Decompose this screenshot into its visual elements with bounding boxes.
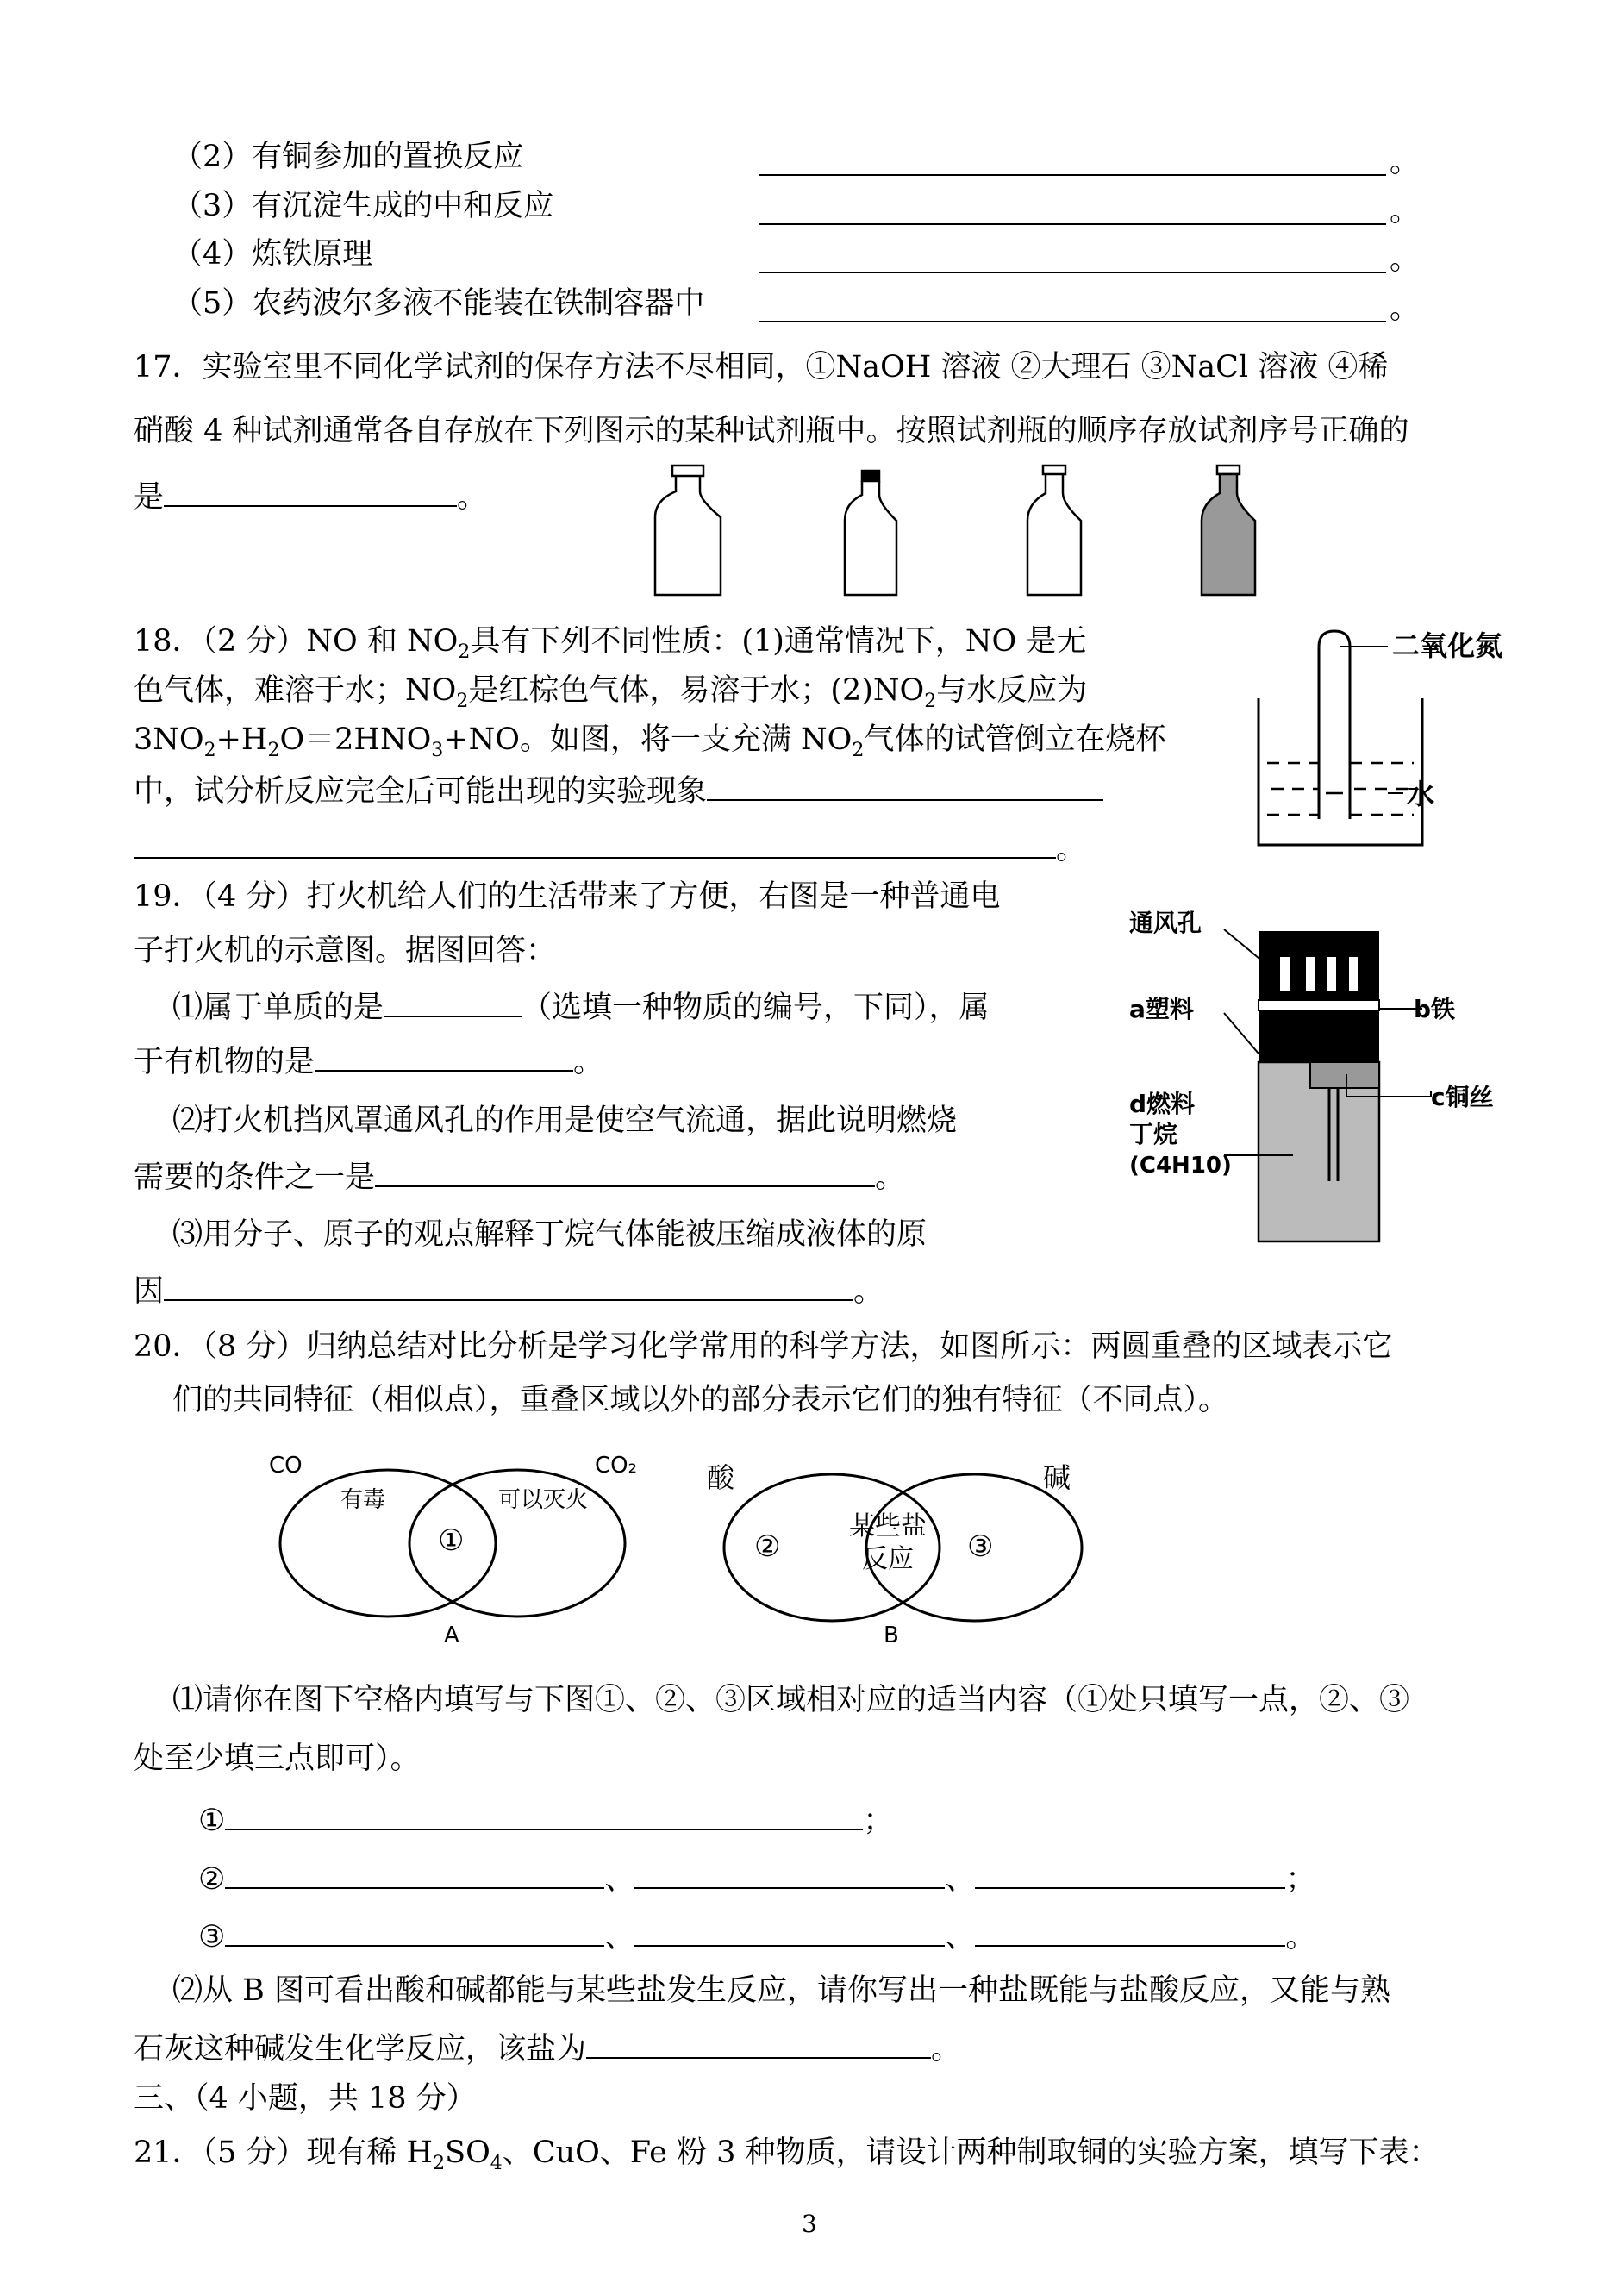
no2-test-tube-figure bbox=[1250, 621, 1526, 854]
q20-answer-blank-2b[interactable] bbox=[634, 1858, 945, 1889]
venn-b-mid-line1: 某些盐 bbox=[849, 1511, 927, 1541]
q20-answer-row-2: ② 、 、 ； bbox=[198, 1858, 1315, 1898]
venn-a-caption: A bbox=[444, 1623, 459, 1647]
q16-end-5: 。 bbox=[1390, 291, 1421, 326]
q20-answer-blank-salt[interactable] bbox=[586, 2028, 931, 2059]
q20-answer-blank-3a[interactable] bbox=[225, 1916, 604, 1947]
q20-sub2-line2: 石灰这种碱发生化学反应，该盐为 。 bbox=[134, 2028, 961, 2068]
q16-answer-blank-3[interactable] bbox=[759, 194, 1386, 225]
fig-label-butane: 丁烷 bbox=[1129, 1120, 1178, 1148]
q16-item-3: （3）有沉淀生成的中和反应 bbox=[172, 189, 554, 223]
q17-answer-blank[interactable] bbox=[164, 476, 457, 507]
q18-line3: $3NO_2+H_2O=2HNO_3+NO$。如图，将一支充满 $NO_2$气体的试管倒立在烧杯 bbox=[134, 722, 1166, 761]
section-3-heading: 三、（4 小题，共 18 分） bbox=[134, 2081, 477, 2116]
venn-diagram-b bbox=[698, 1457, 1112, 1647]
venn-b-caption: B bbox=[884, 1623, 899, 1647]
q19-line7: ⑶用分子、原子的观点解释丁烷气体能被压缩成液体的原 bbox=[172, 1217, 928, 1252]
q20-answer-blank-3c[interactable] bbox=[975, 1916, 1285, 1947]
q18-line4: 中，试分析反应完全后可能出现的实验现象 bbox=[134, 770, 1103, 810]
q20-sub2-line1: ⑵从 B 图可看出酸和碱都能与某些盐发生反应，请你写出一种盐既能与盐酸反应，又能与熟 bbox=[172, 1973, 1390, 2008]
q19-line3: ⑴属于单质的是 （选填一种物质的编号，下同），属 bbox=[172, 986, 990, 1027]
q19-line2: 子打火机的示意图。据图回答： bbox=[134, 934, 557, 968]
fig-label-formula: (C4H10) bbox=[1129, 1153, 1232, 1179]
q18-line2: 色气体，难溶于水；$NO_2$是红棕色气体，易溶于水；$(2)NO_2$与水反应为 bbox=[134, 673, 1088, 712]
q16-item-4: （4）炼铁原理 bbox=[172, 237, 373, 272]
bottle-wide-mouth bbox=[655, 466, 721, 595]
q19-answer-blank-2[interactable] bbox=[315, 1041, 573, 1072]
q17-line3: 是 。 bbox=[134, 476, 487, 516]
venn-a-left-label: CO bbox=[269, 1453, 303, 1479]
fig-label-water: 水 bbox=[1407, 778, 1435, 810]
q19-line6: 需要的条件之一是 。 bbox=[134, 1156, 905, 1197]
venn-a-right-inner: 可以灭火 bbox=[498, 1487, 589, 1513]
q18-line1: 18．（2 分）NO 和 $NO_2$具有下列不同性质：(1)通常情况下，NO 是无 bbox=[134, 624, 1087, 663]
q20-line2: 们的共同特征（相似点），重叠区域以外的部分表示它们的独有特征（不同点）。 bbox=[172, 1383, 1229, 1417]
q20-sub1-line1: ⑴请你在图下空格内填写与下图①、②、③区域相对应的适当内容（①处只填写一点，②、③ bbox=[172, 1683, 1410, 1717]
q17-line1: 17．实验室里不同化学试剂的保存方法不尽相同，①NaOH 溶液 ②大理石 ③NaCl 溶液 ④稀 bbox=[134, 350, 1389, 385]
q19-line5: ⑵打火机挡风罩通风孔的作用是使空气流通，据此说明燃烧 bbox=[172, 1104, 958, 1138]
q16-answer-blank-2[interactable] bbox=[759, 145, 1386, 176]
fig-label-fuel: d燃料 bbox=[1129, 1090, 1196, 1118]
q19-line1: 19．（4 分）打火机给人们的生活带来了方便，右图是一种普通电 bbox=[134, 879, 1001, 914]
lighter-figure bbox=[1121, 905, 1517, 1250]
venn-diagram-a bbox=[259, 1448, 655, 1647]
venn-a-right-label: CO₂ bbox=[595, 1453, 638, 1479]
q20-sub1-line2: 处至少填三点即可）。 bbox=[134, 1742, 421, 1776]
venn-b-right-inner: ③ bbox=[967, 1529, 994, 1564]
venn-b-right-label: 碱 bbox=[1043, 1461, 1071, 1494]
reagent-bottles-figure bbox=[646, 457, 1284, 603]
bottle-brown bbox=[1202, 466, 1255, 595]
q16-end-4: 。 bbox=[1390, 242, 1421, 277]
q16-end-3: 。 bbox=[1390, 194, 1421, 228]
q20-answer-row-3: ③ 、 、 。 bbox=[198, 1916, 1315, 1956]
fig-label-iron: b铁 bbox=[1414, 995, 1456, 1023]
q18-line5: 。 bbox=[134, 828, 1086, 868]
q18-answer-blank-1[interactable] bbox=[707, 770, 1103, 801]
q21-line: 21．（5 分）现有稀 $H_2SO_4$、CuO、Fe 粉 3 种物质，请设计两种制取铜的实验方案，填写下表： bbox=[134, 2136, 1440, 2174]
q16-item-2: （2）有铜参加的置换反应 bbox=[172, 140, 524, 174]
fig-label-vent: 通风孔 bbox=[1129, 909, 1202, 937]
q16-answer-blank-4[interactable] bbox=[759, 242, 1386, 273]
q18-answer-blank-2[interactable] bbox=[134, 828, 1056, 859]
q16-item-5: （5）农药波尔多液不能装在铁制容器中 bbox=[172, 286, 705, 321]
venn-a-left-inner: 有毒 bbox=[340, 1487, 386, 1513]
q20-answer-row-1: ① ； bbox=[198, 1799, 893, 1840]
q19-line8: 因 。 bbox=[134, 1270, 884, 1310]
q20-answer-blank-2a[interactable] bbox=[225, 1858, 604, 1889]
q19-answer-blank-1[interactable] bbox=[384, 986, 522, 1017]
q17-line2: 硝酸 4 种试剂通常各自存放在下列图示的某种试剂瓶中。按照试剂瓶的顺序存放试剂序号正确的 bbox=[134, 414, 1409, 448]
q16-answer-blank-5[interactable] bbox=[759, 291, 1386, 322]
q16-end-2: 。 bbox=[1390, 145, 1421, 179]
q19-line4: 于有机物的是 。 bbox=[134, 1041, 603, 1081]
venn-b-left-inner: ② bbox=[754, 1529, 781, 1564]
q20-answer-blank-2c[interactable] bbox=[975, 1858, 1285, 1889]
bottle-glass-stopper bbox=[1027, 466, 1081, 595]
fig-label-plastic: a塑料 bbox=[1129, 995, 1194, 1023]
q19-answer-blank-4[interactable] bbox=[164, 1270, 853, 1301]
bottle-rubber-stopper bbox=[845, 471, 896, 595]
q19-answer-blank-3[interactable] bbox=[375, 1156, 875, 1187]
fig-label-copper: c铜丝 bbox=[1431, 1083, 1494, 1111]
q20-answer-blank-3b[interactable] bbox=[634, 1916, 945, 1947]
q20-answer-blank-1[interactable] bbox=[225, 1799, 863, 1830]
page-number: 3 bbox=[802, 2210, 817, 2238]
venn-b-left-label: 酸 bbox=[707, 1461, 735, 1494]
q20-line1: 20．（8 分）归纳总结对比分析是学习化学常用的科学方法，如图所示：两圆重叠的区域表示它 bbox=[134, 1329, 1393, 1364]
venn-b-mid-line2: 反应 bbox=[862, 1544, 914, 1574]
venn-a-mid: ① bbox=[438, 1523, 465, 1558]
fig-label-gas: 二氧化氮 bbox=[1392, 629, 1503, 662]
